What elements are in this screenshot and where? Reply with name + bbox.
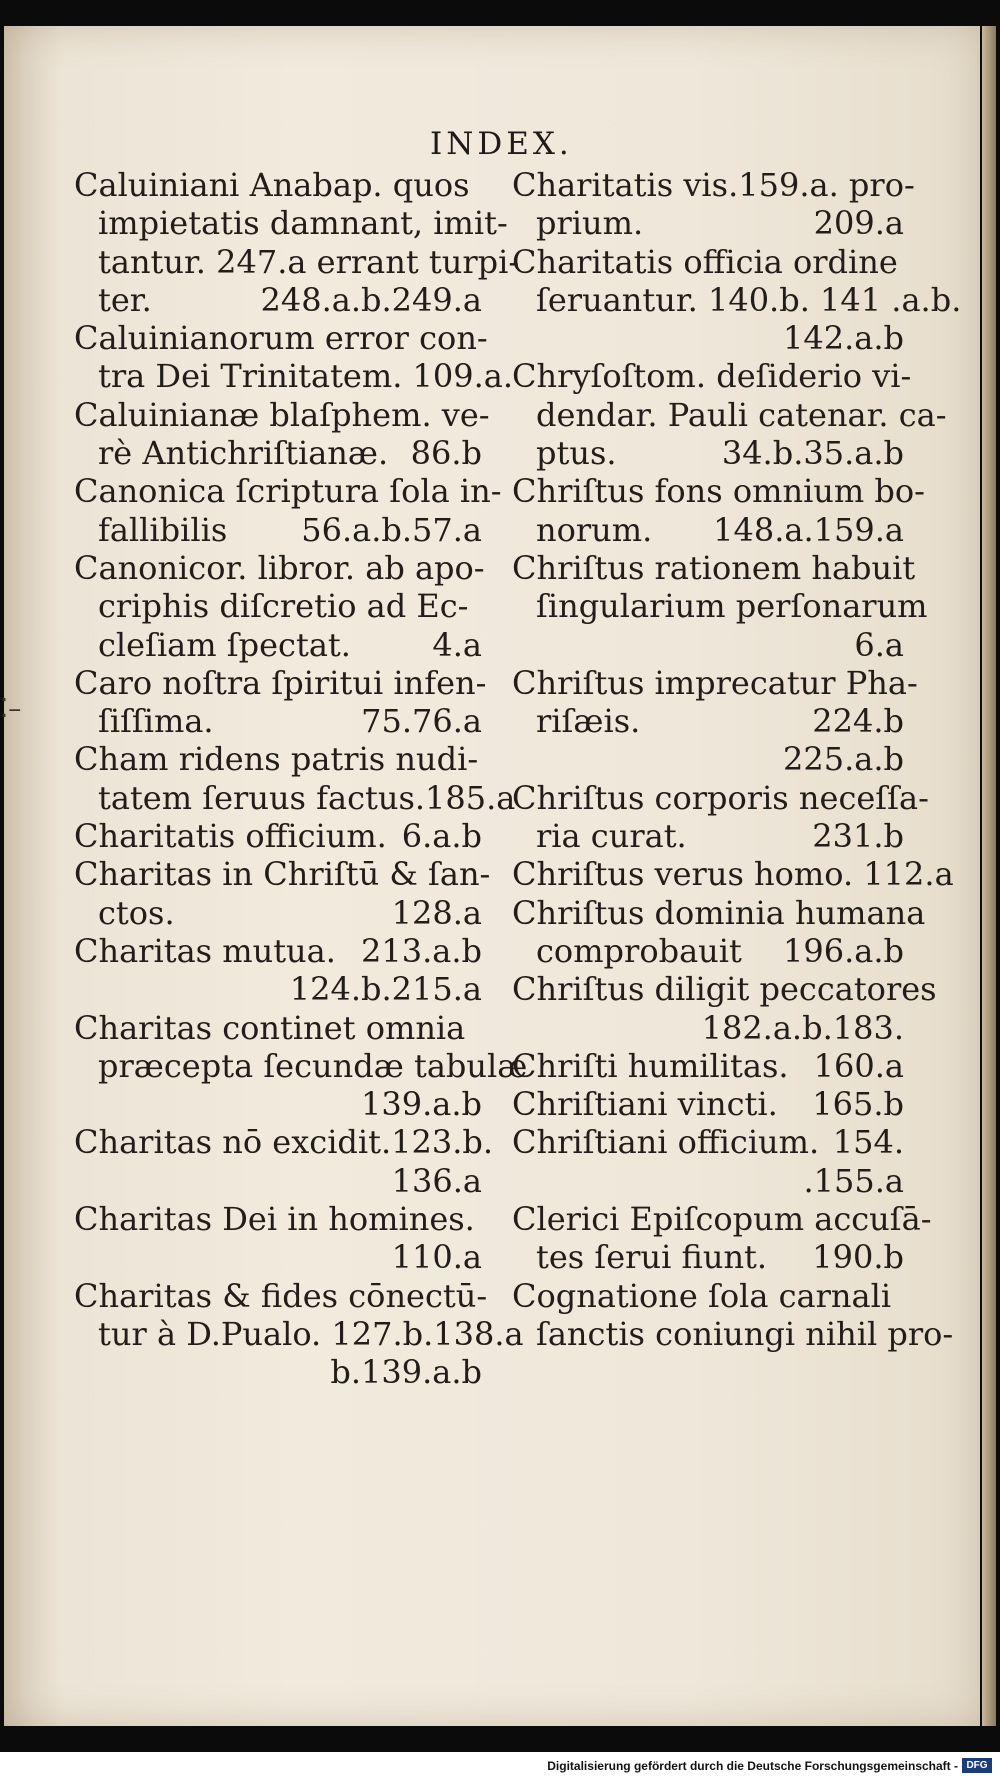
index-line: [512, 740, 904, 778]
index-line: [512, 1277, 904, 1315]
index-entry-text: ſeruantur. 140.b. 141 .a.b.: [536, 280, 962, 319]
index-line: [512, 1047, 904, 1085]
index-line: [74, 778, 516, 817]
index-line: [74, 472, 502, 511]
index-entry-text: ſiſſima.: [98, 702, 214, 741]
index-line: [512, 1314, 954, 1353]
index-entry-text: ptus.: [536, 434, 617, 473]
line-spacer: [687, 817, 813, 855]
index-entry-text: Chriſtiani officium.: [512, 1123, 820, 1162]
footer-bar: [0, 1752, 1000, 1780]
index-page-ref: 4.a: [432, 625, 482, 664]
index-line: [74, 242, 520, 281]
index-line: [512, 587, 928, 626]
index-entry-text: Chriſtus diligit peccatores: [512, 970, 937, 1009]
index-entry-text: ſanctis coniungi nihil pro-: [536, 1314, 954, 1353]
index-line: [74, 1009, 482, 1047]
index-entry-text: Clerici Epiſcopum accuſā-: [512, 1200, 932, 1239]
index-line: [74, 281, 482, 319]
index-entry-text: dendar. Pauli catenar. ca-: [536, 395, 947, 434]
line-spacer: [767, 1238, 812, 1276]
index-page-ref: 148.a.159.a: [713, 510, 904, 549]
index-entry-text: ria curat.: [536, 817, 687, 856]
index-entry-text: Chriſtus verus homo. 112.a: [512, 855, 954, 894]
index-entry-text: tantur. 247.a errant turpi-: [98, 242, 520, 281]
index-entry-text: tatem ſeruus factus.185.a: [98, 778, 516, 817]
index-entry-text: rè Antichriſtianæ.: [98, 434, 389, 473]
index-entry-text: 182.a.b.183.: [701, 1008, 904, 1047]
index-page-ref: 75.76.a: [361, 702, 482, 741]
index-entry-text: cleſiam ſpectat.: [98, 625, 351, 664]
index-line: [74, 1046, 528, 1085]
index-line: [512, 1238, 904, 1276]
index-entry-text: 139.a.b: [361, 1085, 482, 1124]
index-line: [512, 1123, 904, 1161]
index-line: [74, 587, 482, 625]
index-page-ref: 154.: [832, 1123, 904, 1162]
index-entry-text: 124.b.215.a: [289, 970, 482, 1009]
index-line: [74, 166, 482, 204]
margin-mark: ⁚–: [0, 694, 22, 724]
line-spacer: [152, 281, 261, 319]
index-entry-text: Chriſtus imprecatur Pha-: [512, 663, 918, 702]
index-entry-text: .155.a: [803, 1161, 904, 1200]
index-entry-text: Cham ridens patris nudi-: [74, 740, 479, 779]
index-entry-text: Charitatis vis.: [512, 166, 739, 204]
index-entry-text: ctos.: [98, 893, 175, 932]
index-column-left: [74, 166, 528, 1392]
index-entry-text: b.139.a.b: [330, 1353, 482, 1392]
index-line: [74, 1162, 482, 1200]
index-line: [512, 893, 926, 932]
index-page-ref: 209.a: [813, 204, 904, 243]
line-spacer: [351, 626, 432, 664]
line-spacer: [214, 702, 362, 740]
index-entry-text: prium.: [536, 204, 644, 243]
index-line: [74, 357, 514, 396]
index-line: [512, 702, 904, 740]
index-line: [512, 166, 915, 204]
index-entry-text: Caluinianorum error con-: [74, 319, 488, 358]
index-line: [512, 855, 954, 894]
index-entry-text: ſingularium perſonarum: [536, 587, 928, 626]
index-page-ref: 123.b.: [391, 1123, 494, 1162]
index-line: [512, 817, 904, 855]
index-line: [74, 740, 482, 778]
index-entry-text: impietatis damnant, imit-: [98, 204, 508, 243]
index-page-ref: 248.a.b.249.a: [260, 280, 482, 319]
index-line: [512, 319, 904, 357]
index-line: [512, 472, 925, 511]
line-spacer: [742, 932, 783, 970]
index-entry-text: Chriſtus dominia humana: [512, 893, 926, 932]
page-edge: [982, 26, 996, 1726]
index-entry-text: Chriſtus rationem habuit: [512, 548, 916, 587]
index-line: [512, 395, 947, 434]
index-entry-text: Canonicor. libror. ab apo-: [74, 548, 485, 587]
line-spacer: [652, 511, 713, 549]
index-page-ref: 56.a.b.57.a: [301, 510, 482, 549]
index-line: [512, 1085, 904, 1123]
index-page-ref: 86.b: [410, 434, 482, 473]
index-line: [74, 319, 488, 358]
index-entry-text: comprobauit: [536, 931, 742, 970]
index-entry-text: 225.a.b: [783, 740, 904, 779]
index-line: [74, 626, 482, 664]
index-entry-text: Chryſoſtom. deſiderio vi-: [512, 357, 912, 396]
index-page-ref: 6.a.b: [401, 817, 482, 856]
index-entry-text: 110.a: [391, 1238, 482, 1277]
index-page-ref: 165.b: [812, 1085, 904, 1124]
index-line: [512, 778, 929, 817]
index-line: [74, 932, 482, 970]
index-entry-text: Chriſtus corporis neceſſa-: [512, 778, 929, 817]
index-entry-text: Caro noſtra ſpiritui infen-: [74, 663, 487, 702]
index-page-ref: 213.a.b: [361, 931, 482, 970]
index-line: [74, 663, 487, 702]
index-entry-text: præcepta ſecundæ tabulæ: [98, 1046, 528, 1085]
index-entry-text: Caluinianæ blaſphem. ve-: [74, 395, 490, 434]
index-entry-text: ter.: [98, 280, 152, 319]
line-spacer: [336, 932, 361, 970]
index-entry-text: tes ſerui fiunt.: [536, 1238, 768, 1277]
index-entry-text: Charitatis officium.: [74, 817, 387, 856]
index-page-ref: 159.a. pro-: [738, 166, 915, 204]
index-entry-text: 136.a: [391, 1161, 482, 1200]
index-line: [74, 204, 508, 243]
index-entry-text: 6.a: [854, 625, 904, 664]
index-line: [74, 1123, 494, 1162]
index-line: [74, 434, 482, 472]
index-line: [512, 1009, 904, 1047]
index-page-ref: 231.b: [812, 817, 904, 856]
index-entry-text: Charitas & fides cōnectū-: [74, 1276, 488, 1315]
line-spacer: [640, 702, 812, 740]
index-line: [74, 1276, 488, 1315]
index-entry-text: riſæis.: [536, 702, 641, 741]
line-spacer: [789, 1047, 814, 1085]
index-entry-text: Chriſti humilitas.: [512, 1046, 789, 1085]
dfg-logo: DFG: [962, 1758, 992, 1773]
index-entry-text: Caluiniani Anabap. quos: [74, 166, 470, 204]
index-entry-text: fallibilis: [98, 510, 228, 549]
index-entry-text: criphis diſcretio ad Ec-: [98, 587, 469, 626]
index-page-ref: 190.b: [812, 1238, 904, 1277]
index-entry-text: tur à D.Pualo. 127.b.138.a: [98, 1314, 524, 1353]
line-spacer: [387, 817, 402, 855]
index-line: [512, 1200, 932, 1239]
index-entry-text: Chriſtiani vincti.: [512, 1085, 778, 1124]
index-page-ref: 128.a: [391, 893, 482, 932]
index-line: [512, 280, 962, 319]
index-entry-text: 142.a.b: [783, 319, 904, 358]
index-line: [74, 395, 490, 434]
line-spacer: [227, 511, 301, 549]
index-entry-text: Charitas continet omnia: [74, 1008, 466, 1047]
index-line: [74, 894, 482, 932]
index-entry-text: Chriſtus fons omnium bo-: [512, 472, 925, 511]
index-entry-text: Charitas nō excidit.: [74, 1123, 392, 1162]
index-line: [74, 1238, 482, 1276]
index-line: [74, 702, 482, 740]
index-line: [74, 1085, 482, 1123]
index-entry-text: Charitas in Chriſtū & ſan-: [74, 855, 491, 894]
index-page-ref: 224.b: [812, 702, 904, 741]
index-page-ref: 160.a: [813, 1046, 904, 1085]
index-entry-text: Charitatis officia ordine: [512, 242, 898, 281]
index-entry-text: tra Dei Trinitatem. 109.a.: [98, 357, 514, 396]
index-column-right: [512, 166, 962, 1353]
line-spacer: [388, 434, 410, 472]
index-line: [74, 1353, 482, 1391]
index-line: [512, 434, 904, 472]
line-spacer: [617, 434, 722, 472]
line-spacer: [778, 1085, 813, 1123]
index-entry-text: norum.: [536, 510, 653, 549]
index-line: [512, 663, 918, 702]
line-spacer: [819, 1123, 833, 1161]
index-line: [512, 932, 904, 970]
running-head: INDEX.: [430, 126, 573, 162]
index-line: [512, 1162, 904, 1200]
index-line: [74, 511, 482, 549]
index-entry-text: Charitas mutua.: [74, 931, 336, 970]
line-spacer: [175, 894, 392, 932]
index-line: [74, 970, 482, 1008]
index-line: [512, 357, 912, 396]
index-page-ref: 34.b.35.a.b: [721, 434, 904, 473]
index-line: [74, 1200, 482, 1238]
index-line: [74, 817, 482, 855]
index-line: [512, 548, 916, 587]
line-spacer: [643, 204, 814, 242]
index-page-ref: 196.a.b: [783, 931, 904, 970]
index-line: [512, 511, 904, 549]
index-line: [512, 204, 904, 242]
funding-credit: Digitalisierung gefördert durch die Deutsche Forschungsgemeinschaft -: [547, 1759, 958, 1773]
index-line: [74, 548, 485, 587]
index-entry-text: Canonica ſcriptura ſola in-: [74, 472, 502, 511]
index-line: [512, 243, 904, 281]
index-line: [512, 626, 904, 664]
index-entry-text: Cognatione ſola carnali: [512, 1276, 892, 1315]
index-line: [74, 1314, 524, 1353]
index-entry-text: Charitas Dei in homines.: [74, 1200, 475, 1239]
index-line: [74, 855, 491, 894]
index-line: [512, 970, 937, 1009]
